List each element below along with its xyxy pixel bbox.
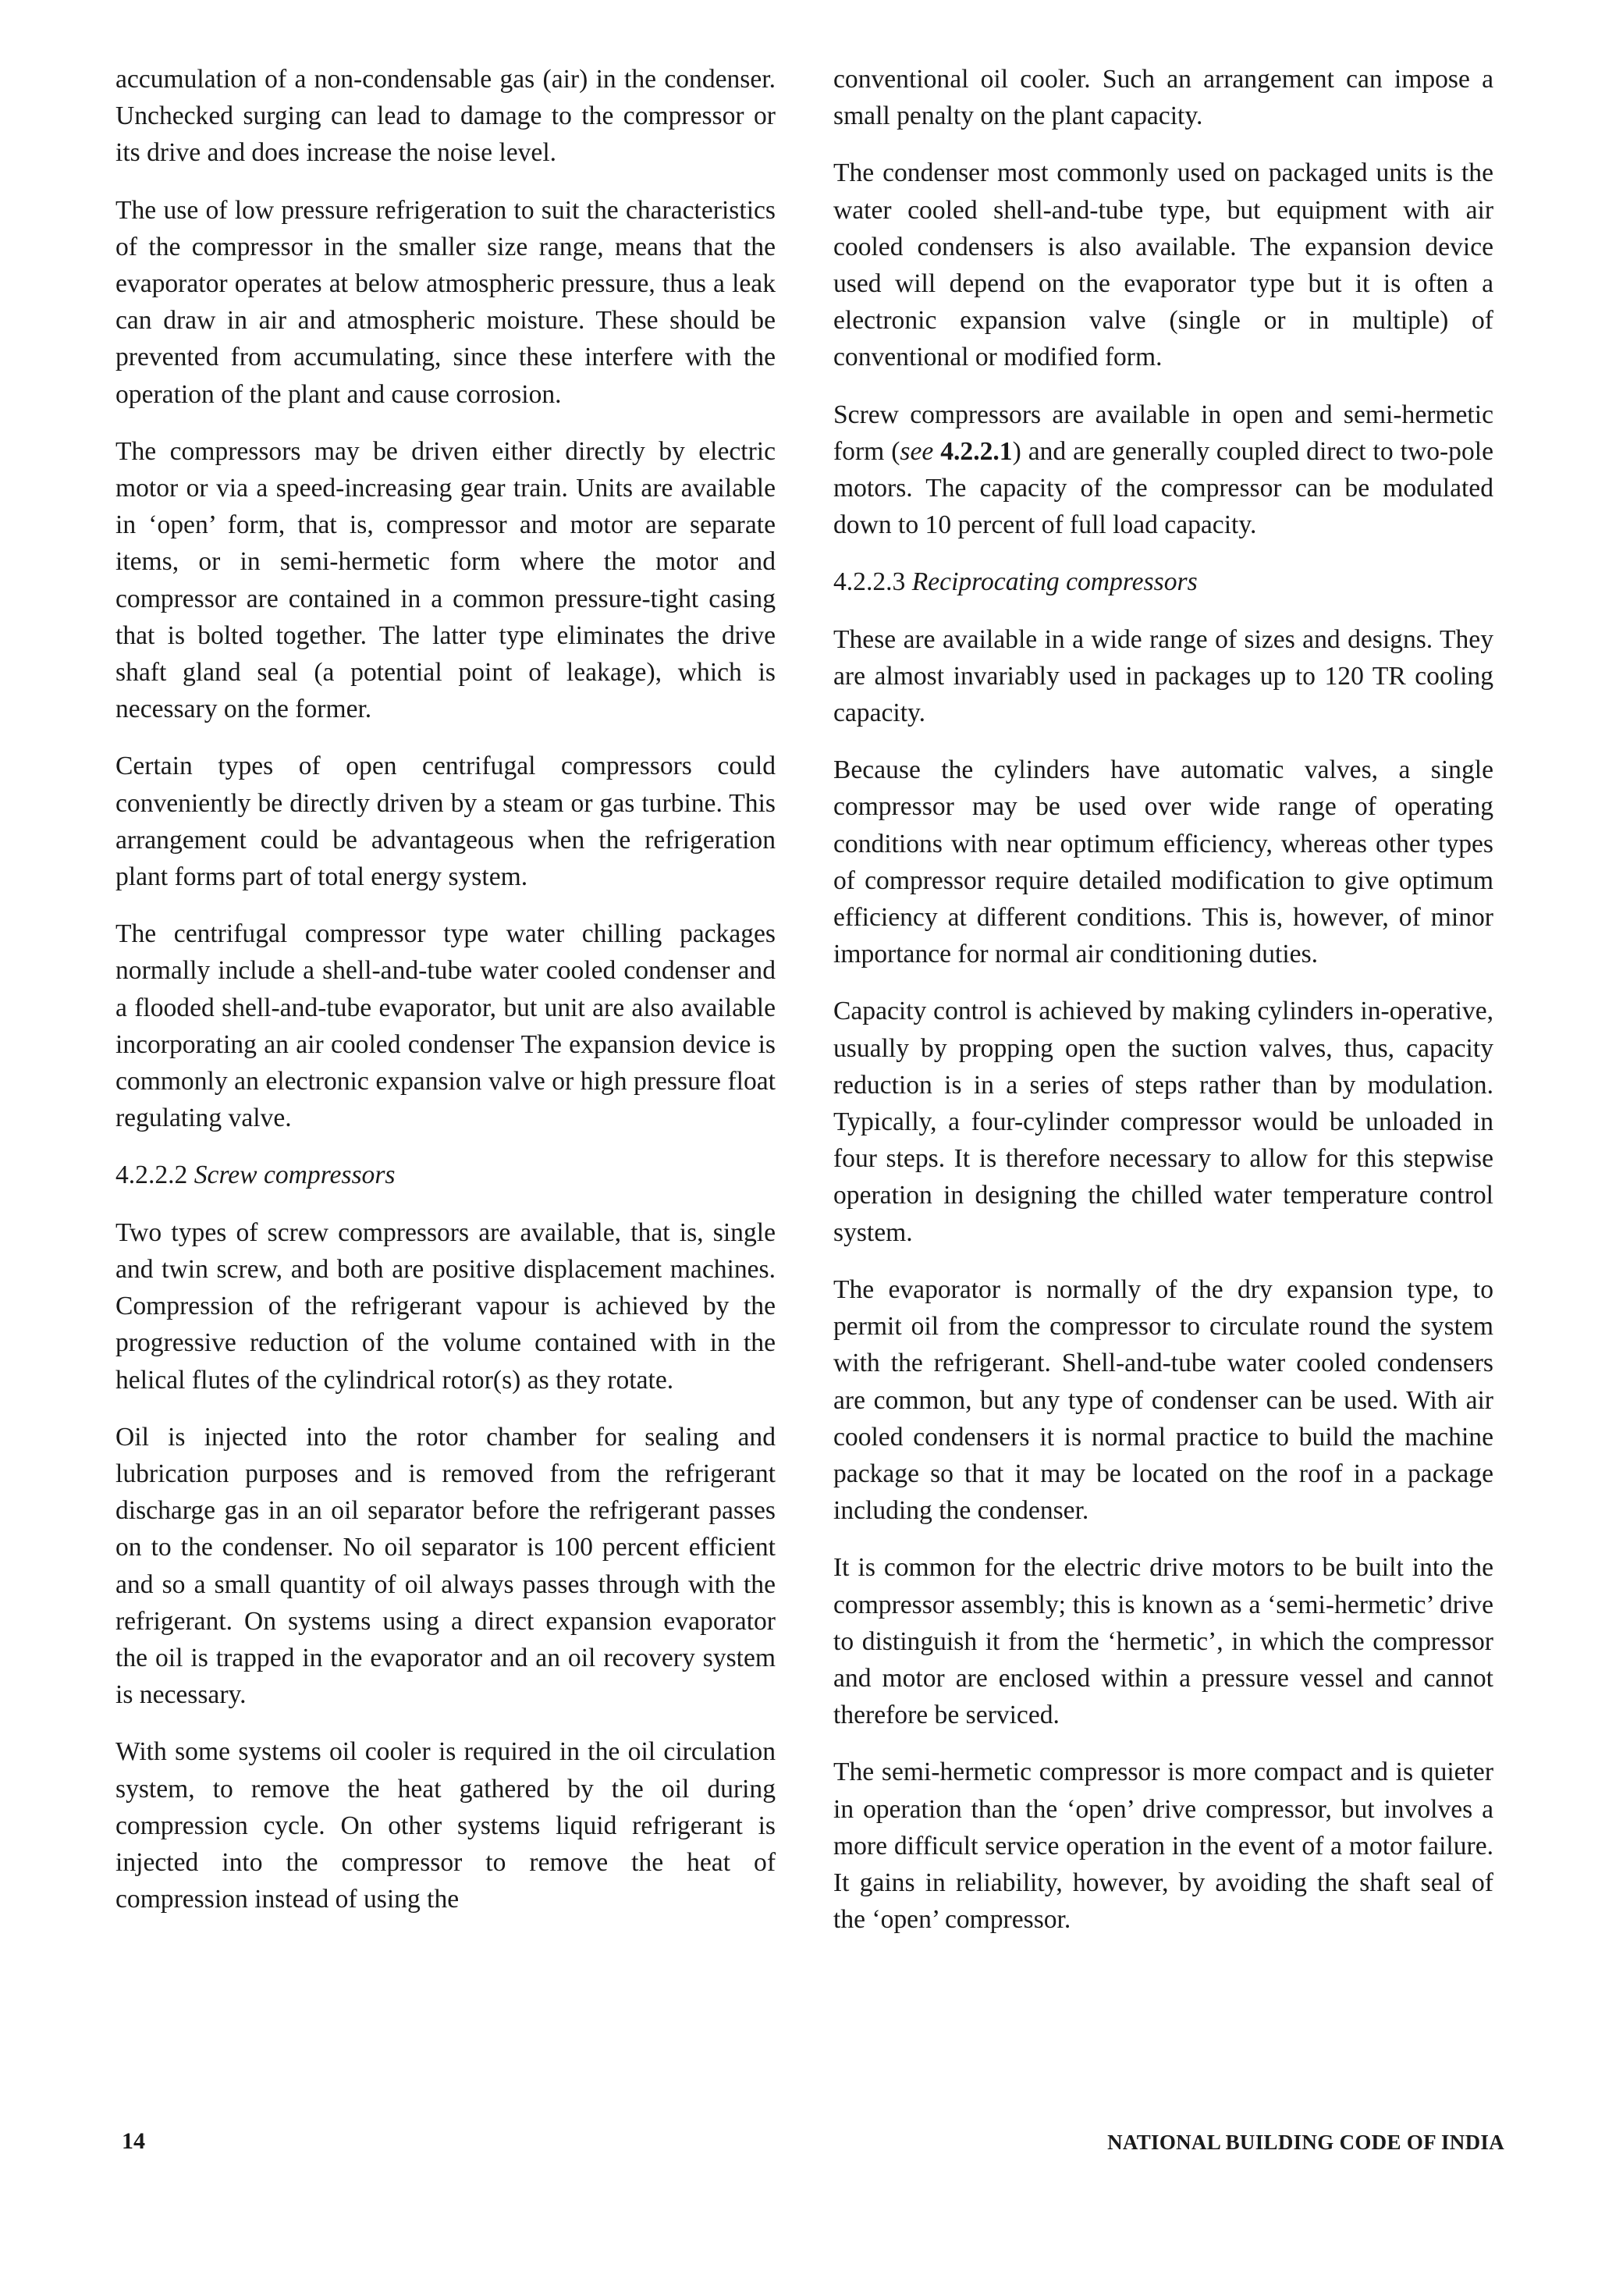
paragraph: Two types of screw compressors are available, that is, single and twin screw, and both are positive displacement machines. Compression of the refrigerant vapour is achieved by the progressive reduction of the volume contained with in the helical flutes of the cylindrical rotor(s) as they rotate. xyxy=(115,1217,776,1395)
running-footer-title: NATIONAL BUILDING CODE OF INDIA xyxy=(1107,2131,1504,2154)
right-column xyxy=(833,61,1493,1958)
paragraph: The use of low pressure refrigeration to suit the characteristics of the compressor in the smaller size range, means that the evaporator operates at below atmospheric pressure, thus a leak can draw in air and atmospheric moisture. These should be prevented from accumulating, since these interfere with the operation of the plant and cause corrosion. xyxy=(115,195,776,409)
paragraph: Because the cylinders have automatic valves, a single compressor may be used over wide range of operating conditions with near optimum efficiency, whereas other types of compressor require detailed modification to give optimum efficiency at different conditions. This is, however, of minor importance for normal air conditioning duties. xyxy=(833,755,1493,969)
section-heading xyxy=(115,1157,776,1193)
paragraph: Certain types of open centrifugal compressors could conveniently be directly driven by a steam or gas turbine. This arrangement could be advantageous when the refrigeration plant forms part of total energy system. xyxy=(115,752,776,892)
paragraph: These are available in a wide range of sizes and designs. They are almost invariably used in packages up to 120 TR cooling capacity. xyxy=(833,624,1493,728)
text-run: ) and are generally coupled direct to two-pole motors. The capacity of the compressor can be modulated down to 10 percent of full load capacity. xyxy=(833,436,1493,540)
paragraph: Oil is injected into the rotor chamber for sealing and lubrication purposes and is removed from the refrigerant discharge gas in an oil separator before the refrigerant passes on to the condenser. No oil separator is 100 percent efficient and so a small quantity of oil always passes through with the refrigerant. On systems using a direct expansion evaporator the oil is trapped in the evaporator and an oil recovery system is necessary. xyxy=(115,1422,776,1710)
section-title: Reciprocating compressors xyxy=(911,567,1198,597)
see-reference-word: see xyxy=(900,436,934,466)
paragraph: It is common for the electric drive motors to be built into the compressor assembly; this is known as a ‘semi-hermetic’ drive to distinguish it from the ‘hermetic’, in which the compressor and motor are enclosed within a pressure vessel and cannot therefore be serviced. xyxy=(833,1553,1493,1730)
paragraph: conventional oil cooler. Such an arrangement can impose a small penalty on the plant capacity. xyxy=(833,65,1493,131)
paragraph: With some systems oil cooler is required in the oil circulation system, to remove the heat gathered by the oil during compression cycle. On other systems liquid refrigerant is injected into the compressor to remove the heat of compression instead of using the xyxy=(115,1737,776,1914)
section-number: 4.2.2.2 xyxy=(115,1160,188,1190)
paragraph: accumulation of a non-condensable gas (air) in the condenser. Unchecked surging can lead to damage to the compressor or its drive and does increase the noise level. xyxy=(115,65,776,168)
cross-reference: 4.2.2.1 xyxy=(940,436,1013,466)
section-number: 4.2.2.3 xyxy=(833,567,906,597)
paragraph: Capacity control is achieved by making cylinders in-operative, usually by propping open the suction valves, thus, capacity reduction is in a series of steps rather than by modulation. Typically, a four-cylinder compressor would be unloaded in four steps. It is therefore necessary to allow for this stepwise operation in designing the chilled water temperature control system. xyxy=(833,997,1493,1247)
paragraph: The semi-hermetic compressor is more compact and is quieter in operation than the ‘open’ drive compressor, but involves a more difficult service operation in the event of a motor failure. It gains in reliability, however, by avoiding the shaft seal of the ‘open’ compressor. xyxy=(833,1758,1493,1935)
paragraph xyxy=(833,396,1493,544)
paragraph: The compressors may be driven either directly by electric motor or via a speed-increasing gear train. Units are available in ‘open’ form, that is, compressor and motor are separate items, or in semi-hermetic form where the motor and compressor are contained in a common pressure-tight casing that is bolted together. The latter type eliminates the drive shaft gland seal (a potential point of leakage), which is necessary on the former. xyxy=(115,436,776,724)
paragraph: The centrifugal compressor type water chilling packages normally include a shell-and-tube water cooled condenser and a flooded shell-and-tube evaporator, but unit are also available incorporating an air cooled condenser The expansion device is commonly an electronic expansion valve or high pressure float regulating valve. xyxy=(115,919,776,1133)
left-column xyxy=(115,61,776,1938)
paragraph: The condenser most commonly used on packaged units is the water cooled shell-and-tube type, but equipment with air cooled condensers is also available. The expansion device used will depend on the evaporator type but it is often a electronic expansion valve (single or in multiple) of conventional or modified form. xyxy=(833,158,1493,372)
paragraph: The evaporator is normally of the dry expansion type, to permit oil from the compressor to circulate round the system with the refrigerant. Shell-and-tube water cooled condensers are common, but any type of condenser can be used. With air cooled condensers it is normal practice to build the machine package so that it may be located on the roof in a package including the condenser. xyxy=(833,1274,1493,1526)
text-run: Screw compressors are available in open and semi-hermetic form ( xyxy=(833,400,1493,466)
section-title: Screw compressors xyxy=(194,1160,396,1190)
section-heading xyxy=(833,563,1493,600)
page-number: 14 xyxy=(122,2128,145,2154)
